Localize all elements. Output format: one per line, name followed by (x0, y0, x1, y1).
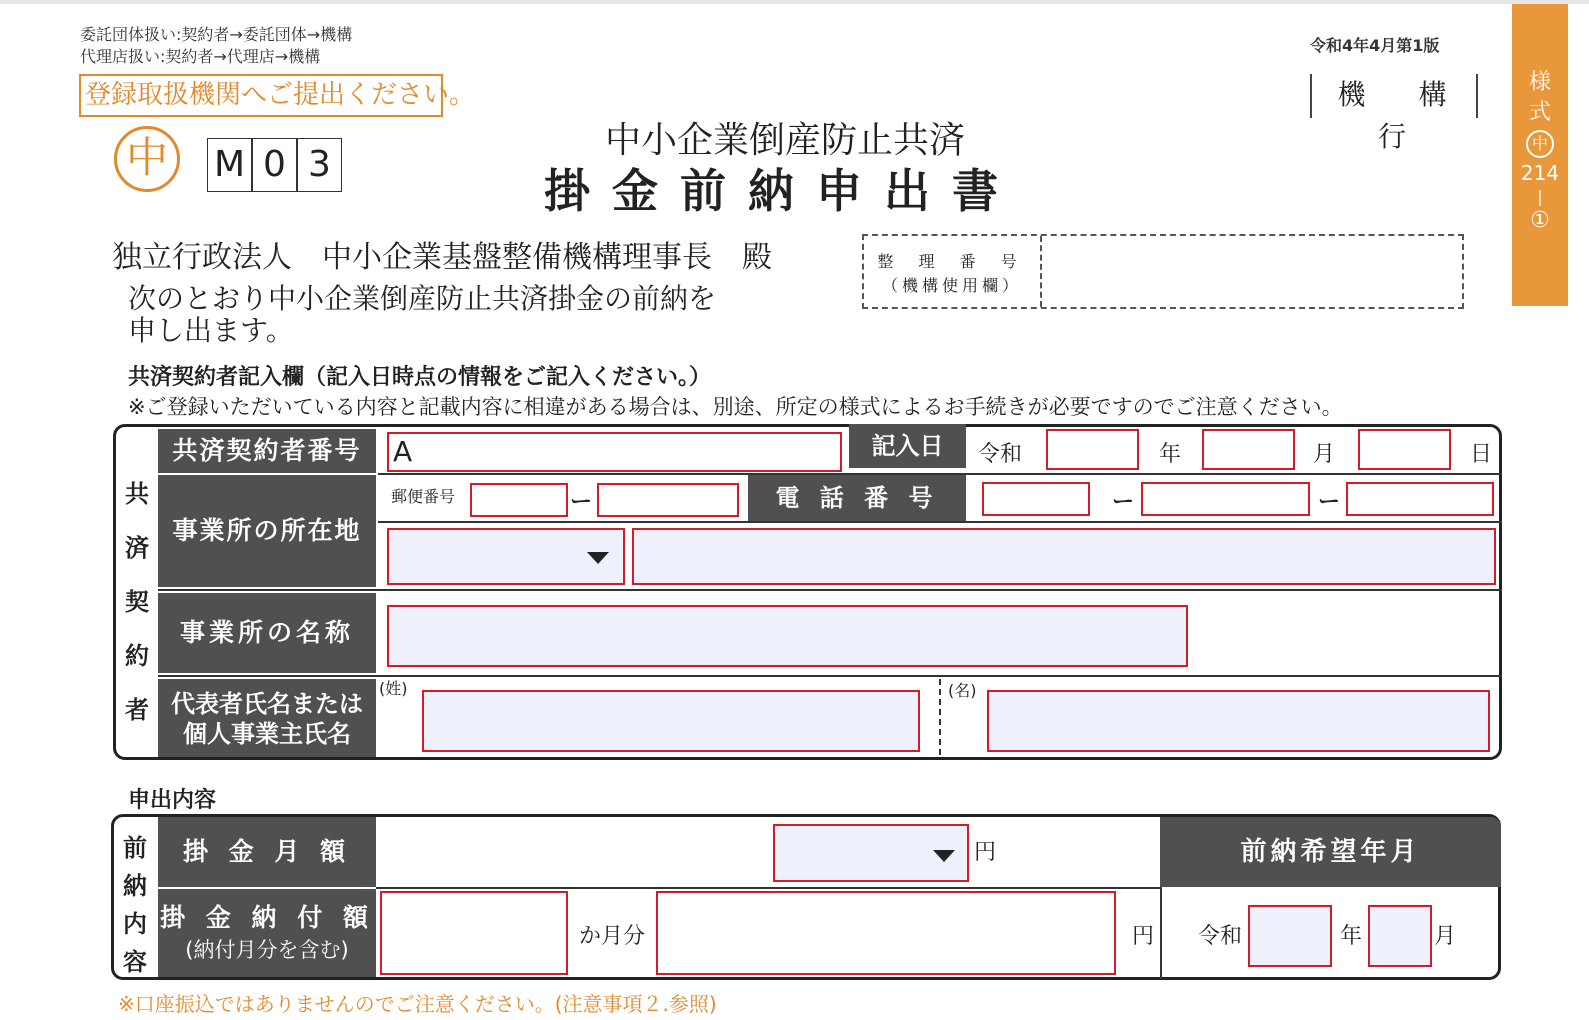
entry-year-input[interactable] (1046, 429, 1139, 470)
footnote: ※口座振込ではありませんのでご注意ください。(注意事項２.参照) (118, 992, 717, 1016)
side-tab-separator: | (1537, 187, 1543, 206)
addressee: 独立行政法人 中小企業基盤整備機構理事長 殿 (112, 240, 772, 275)
request-frame (111, 814, 1501, 980)
payment-label-line-1: 掛 金 納 付 額 (160, 903, 374, 932)
contractor-section-note: ※ご登録いただいている内容と記載内容に相違がある場合は、別途、所定の様式によるお手続きが必要ですのでご注意ください。 (128, 395, 1343, 419)
entry-year-unit: 年 (1159, 442, 1182, 467)
form-code-char: 0 (252, 138, 297, 192)
seiri-box (862, 234, 1464, 309)
entry-day-input[interactable] (1358, 429, 1451, 470)
entry-month-input[interactable] (1202, 429, 1295, 470)
months-input[interactable] (380, 891, 568, 975)
form-code-char: 3 (297, 138, 342, 192)
entry-date-label: 記入日 (849, 424, 966, 468)
submit-notice: 登録取扱機関へご提出ください。 (79, 74, 443, 117)
postal-dash: ー (570, 490, 593, 515)
phone-dash-1: ー (1112, 490, 1135, 515)
route-line-2: 代理店扱い:契約者→代理店→機構 (80, 47, 321, 66)
payment-amount-label (158, 889, 376, 977)
contractor-number-label: 共済契約者番号 (158, 429, 376, 473)
side-char: 前 (123, 834, 147, 862)
contractor-side-label (116, 467, 158, 737)
seiri-label-line-1: 整 理 番 号 (877, 252, 1027, 271)
request-section-title: 申出内容 (128, 788, 217, 813)
side-char: 者 (125, 696, 149, 724)
edition-label: 令和4年4月第1版 (1310, 36, 1440, 55)
entry-day-unit: 日 (1470, 442, 1493, 467)
postal-label: 郵便番号 (390, 487, 455, 506)
desired-month-label: 前納希望年月 (1160, 817, 1501, 887)
side-char: 内 (123, 910, 147, 938)
surname-input[interactable] (422, 690, 920, 752)
contractor-section-title: 共済契約者記入欄（記入日時点の情報をご記入ください。） (128, 365, 712, 390)
seiri-label (864, 236, 1042, 307)
payment-amount-input[interactable] (656, 891, 1116, 975)
side-char: 済 (125, 534, 149, 562)
chu-circle-mark: 中 (114, 126, 180, 192)
desired-year-input[interactable] (1248, 905, 1332, 967)
payment-label-line-2: (納付月分を含む) (185, 938, 349, 962)
side-char: 容 (123, 948, 147, 976)
side-char: 約 (125, 642, 149, 670)
address-input[interactable] (632, 528, 1496, 585)
title-line-1: 中小企業倒産防止共済 (604, 120, 965, 161)
side-tab-char: 式 (1528, 100, 1551, 125)
desired-era: 令和 (1198, 924, 1243, 949)
row-divider (158, 675, 1502, 677)
name-divider (939, 679, 941, 755)
request-side-label (114, 829, 156, 981)
side-char: 契 (125, 588, 149, 616)
postal-code-second-input[interactable] (597, 483, 739, 517)
phone-area-input[interactable] (982, 482, 1090, 516)
rep-label-line-1: 代表者氏名または (171, 690, 363, 718)
title-line-2: 掛金前納申出書 (544, 164, 1020, 218)
phone-exchange-input[interactable] (1141, 482, 1310, 516)
phone-label: 電 話 番 号 (748, 475, 966, 521)
side-char: 納 (123, 872, 147, 900)
given-name-label: (名) (948, 681, 977, 700)
contractor-frame (113, 424, 1502, 760)
rep-label-line-2: 個人事業主氏名 (183, 720, 351, 748)
side-tab-char: 様 (1528, 70, 1551, 95)
entry-date-era: 令和 (978, 442, 1023, 467)
phone-subscriber-input[interactable] (1346, 482, 1494, 516)
desired-month-unit: 月 (1434, 924, 1457, 949)
monthly-amount-yen: 円 (974, 840, 997, 865)
entry-month-unit: 月 (1313, 442, 1336, 467)
side-char: 共 (125, 480, 149, 508)
route-line-1: 委託団体扱い:契約者→委託団体→機構 (80, 25, 353, 44)
row-divider (376, 887, 1160, 889)
form-code-char: M (207, 138, 252, 192)
kikou-label: 機 構 行 (1310, 74, 1478, 118)
form-side-tab (1512, 4, 1568, 306)
chevron-down-icon (587, 552, 609, 564)
surname-label: (姓) (379, 679, 408, 698)
intro-line-1: 次のとおり中小企業倒産防止共済掛金の前納を (128, 282, 717, 315)
payment-yen: 円 (1132, 924, 1155, 949)
desired-month-input[interactable] (1368, 905, 1432, 967)
side-tab-suffix: ① (1530, 208, 1550, 233)
contractor-number-input[interactable]: A (387, 432, 842, 472)
monthly-amount-label: 掛 金 月 額 (158, 817, 376, 887)
seiri-label-line-2: （機構使用欄） (881, 276, 1022, 295)
row-divider (158, 589, 1502, 591)
desired-year-unit: 年 (1340, 924, 1363, 949)
phone-dash-2: ー (1318, 490, 1341, 515)
business-name-label: 事業所の名称 (158, 593, 376, 673)
business-name-input[interactable] (387, 605, 1188, 667)
chevron-down-icon (933, 850, 955, 862)
intro-line-2: 申し出ます。 (128, 314, 294, 347)
representative-label (158, 679, 376, 757)
prefecture-select[interactable] (387, 528, 625, 585)
intro-text (128, 283, 716, 347)
side-tab-circle: 中 (1526, 130, 1554, 158)
top-border (0, 0, 1589, 4)
postal-code-first-input[interactable] (470, 483, 568, 517)
column-divider (1160, 887, 1162, 979)
months-unit: か月分 (579, 924, 646, 949)
address-label: 事業所の所在地 (158, 475, 376, 587)
row-divider (378, 521, 1502, 523)
given-name-input[interactable] (987, 690, 1490, 752)
monthly-amount-select[interactable] (773, 824, 969, 882)
side-tab-number: 214 (1520, 161, 1560, 185)
